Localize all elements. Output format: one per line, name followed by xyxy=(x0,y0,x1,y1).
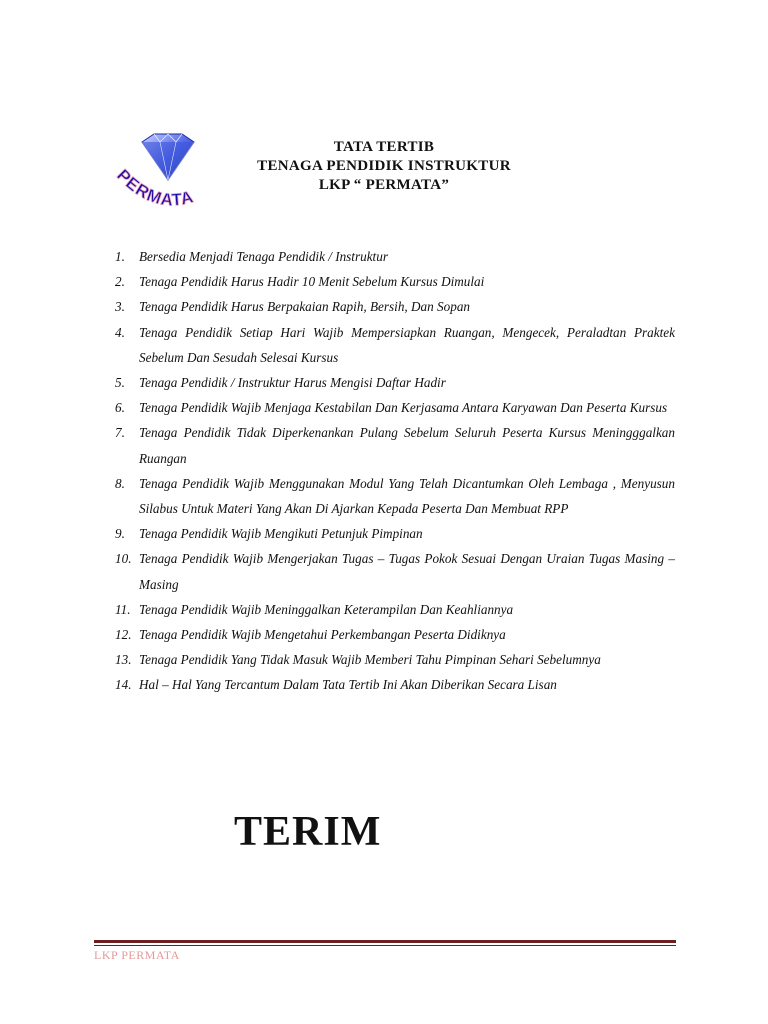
rule-number: 2. xyxy=(115,274,125,290)
footer-text: LKP PERMATA xyxy=(94,948,180,962)
rule-text: Tenaga Pendidik Wajib Meninggalkan Keterampilan Dan Keahliannya xyxy=(139,601,514,617)
rule-text: Tenaga Pendidik Wajib Mengikuti Petunjuk Pimpinan xyxy=(139,526,423,542)
rule-item xyxy=(115,471,675,521)
rule-item xyxy=(115,521,675,546)
rule-number: 5. xyxy=(115,375,125,391)
rule-number: 11. xyxy=(115,601,131,617)
rule-number: 6. xyxy=(115,400,125,416)
rule-text: Tenaga Pendidik Wajib Mengerjakan Tugas – Tugas Pokok Sesuai Dengan Uraian Tugas Masing – Masing xyxy=(139,551,675,592)
rule-number: 13. xyxy=(115,652,132,668)
heading-line-3: LKP “ PERMATA” xyxy=(318,177,450,193)
rule-number: 7. xyxy=(115,425,125,441)
rule-number: 3. xyxy=(115,299,125,315)
rule-text: Tenaga Pendidik Yang Tidak Masuk Wajib Memberi Tahu Pimpinan Sehari Sebelumnya xyxy=(139,652,601,668)
rule-item xyxy=(115,546,675,596)
rule-item xyxy=(115,244,675,269)
rule-item xyxy=(115,597,675,622)
rule-item xyxy=(115,622,675,647)
rule-text: Tenaga Pendidik Harus Berpakaian Rapih, Bersih, Dan Sopan xyxy=(139,299,471,315)
rule-item xyxy=(115,395,675,420)
rule-text: Hal – Hal Yang Tercantum Dalam Tata Tertib Ini Akan Diberikan Secara Lisan xyxy=(139,677,557,693)
document-heading xyxy=(200,138,568,195)
footer-divider xyxy=(94,940,676,943)
rule-item xyxy=(115,320,675,370)
rule-number: 14. xyxy=(115,677,132,693)
rule-number: 4. xyxy=(115,324,125,340)
rule-text: Bersedia Menjadi Tenaga Pendidik / Instruktur xyxy=(139,249,388,264)
rule-text: Tenaga Pendidik Wajib Menggunakan Modul Yang Telah Dicantumkan Oleh Lembaga , Menyusun Silabus Untuk Materi Yang Akan Di Ajarkan Kepada Peserta Dan Membuat RPP xyxy=(139,475,675,517)
rule-number: 9. xyxy=(115,526,125,542)
heading-line-1: TATA TERTIB xyxy=(333,139,435,155)
footer-divider-thin xyxy=(94,945,676,946)
heading-line-2: TENAGA PENDIDIK INSTRUKTUR xyxy=(257,158,511,174)
rule-text: Tenaga Pendidik Wajib Mengetahui Perkembangan Peserta Didiknya xyxy=(139,627,506,643)
rule-item xyxy=(115,647,675,672)
rule-item xyxy=(115,672,675,697)
rule-number: 1. xyxy=(115,249,125,264)
rule-number: 10. xyxy=(115,551,132,567)
rule-text: Tenaga Pendidik Tidak Diperkenankan Pulang Sebelum Seluruh Peserta Kursus Meningggalkan Ruangan xyxy=(139,425,675,466)
rule-text: Tenaga Pendidik Harus Hadir 10 Menit Sebelum Kursus Dimulai xyxy=(139,274,485,290)
rule-item xyxy=(115,420,675,470)
rule-item xyxy=(115,269,675,294)
rule-item xyxy=(115,294,675,319)
rule-number: 12. xyxy=(115,627,132,643)
rule-text: Tenaga Pendidik Setiap Hari Wajib Mempersiapkan Ruangan, Mengecek, Peraladtan Praktek Sebelum Dan Sesudah Selesai Kursus xyxy=(139,324,675,365)
diamond-icon xyxy=(142,134,194,180)
rules-list xyxy=(115,244,675,698)
closing-text: TERIM xyxy=(234,809,382,855)
rule-text: Tenaga Pendidik Wajib Menjaga Kestabilan Dan Kerjasama Antara Karyawan Dan Peserta Kursus xyxy=(139,400,668,416)
rule-text: Tenaga Pendidik / Instruktur Harus Mengisi Daftar Hadir xyxy=(139,375,446,391)
rule-item xyxy=(115,370,675,395)
rule-number: 8. xyxy=(115,475,125,491)
logo-text: PERMATA xyxy=(113,165,197,210)
